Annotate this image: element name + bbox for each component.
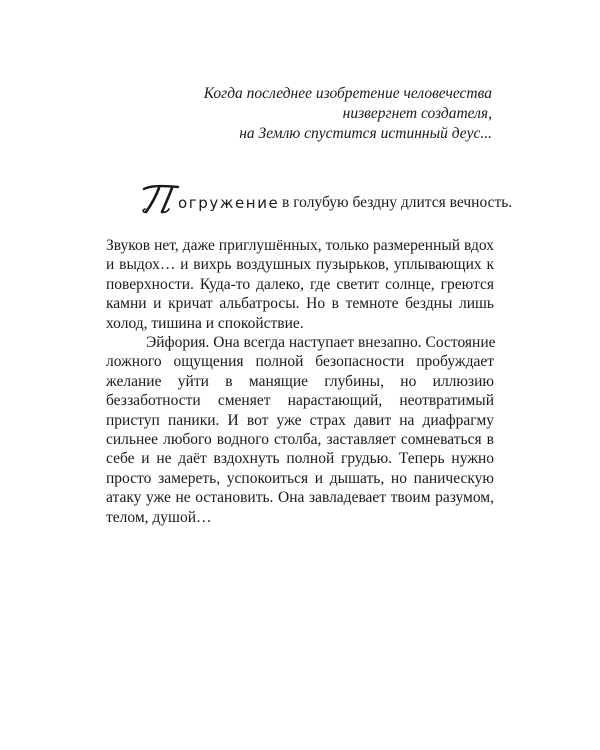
text-line: приступ паники. И вот уже страх давит на диафрагму [106, 411, 494, 429]
epigraph-line-3: на Землю спустится истинный деус... [239, 125, 492, 142]
text-line: просто замереть, успокоиться и дышать, но паническую [106, 469, 494, 487]
text-line: телом, душой… [106, 508, 212, 526]
paragraph-1 [106, 236, 494, 333]
text-line: беззаботности сменяет нарастающий, неотвратимый [106, 392, 494, 410]
text-line: Эйфория. Она всегда наступает внезапно. Состояние [146, 334, 496, 352]
epigraph-line-1: Когда последнее изобретение человечества [203, 85, 492, 102]
text-line: и выдох… и вихрь воздушных пузырьков, уплывающих к [106, 256, 494, 274]
text-line: поверхности. Куда-то далеко, где светит солнце, греются [106, 275, 494, 293]
text-line: желание уйти в манящие глубины, но иллюзию [106, 372, 494, 390]
first-line-rest: в голубую бездну длится вечность. [282, 194, 513, 211]
chapter-opening-line [142, 184, 513, 218]
paragraph-2 [106, 333, 494, 527]
text-line: ложного ощущения полной безопасности пробуждает [106, 353, 494, 371]
epigraph-line-2: низвергнет создателя, [342, 105, 492, 122]
drop-cap [142, 184, 180, 214]
first-word-rest: огружение [178, 194, 280, 212]
text-line: себе и не даёт вздохнуть полной грудью. Теперь нужно [106, 450, 494, 468]
text-line: холод, тишина и спокойствие. [106, 314, 304, 332]
text-line: камни и кричат альбатросы. Но в темноте бездны лишь [106, 295, 494, 313]
epigraph [132, 84, 492, 144]
body-text [106, 236, 494, 527]
text-line: атаку уже не остановить. Она завладевает твоим разумом, [106, 489, 494, 507]
text-line: сильнее любого водного столба, заставляет сомневаться в [106, 431, 494, 449]
text-line: Звуков нет, даже приглушённых, только размеренный вдох [106, 237, 494, 254]
